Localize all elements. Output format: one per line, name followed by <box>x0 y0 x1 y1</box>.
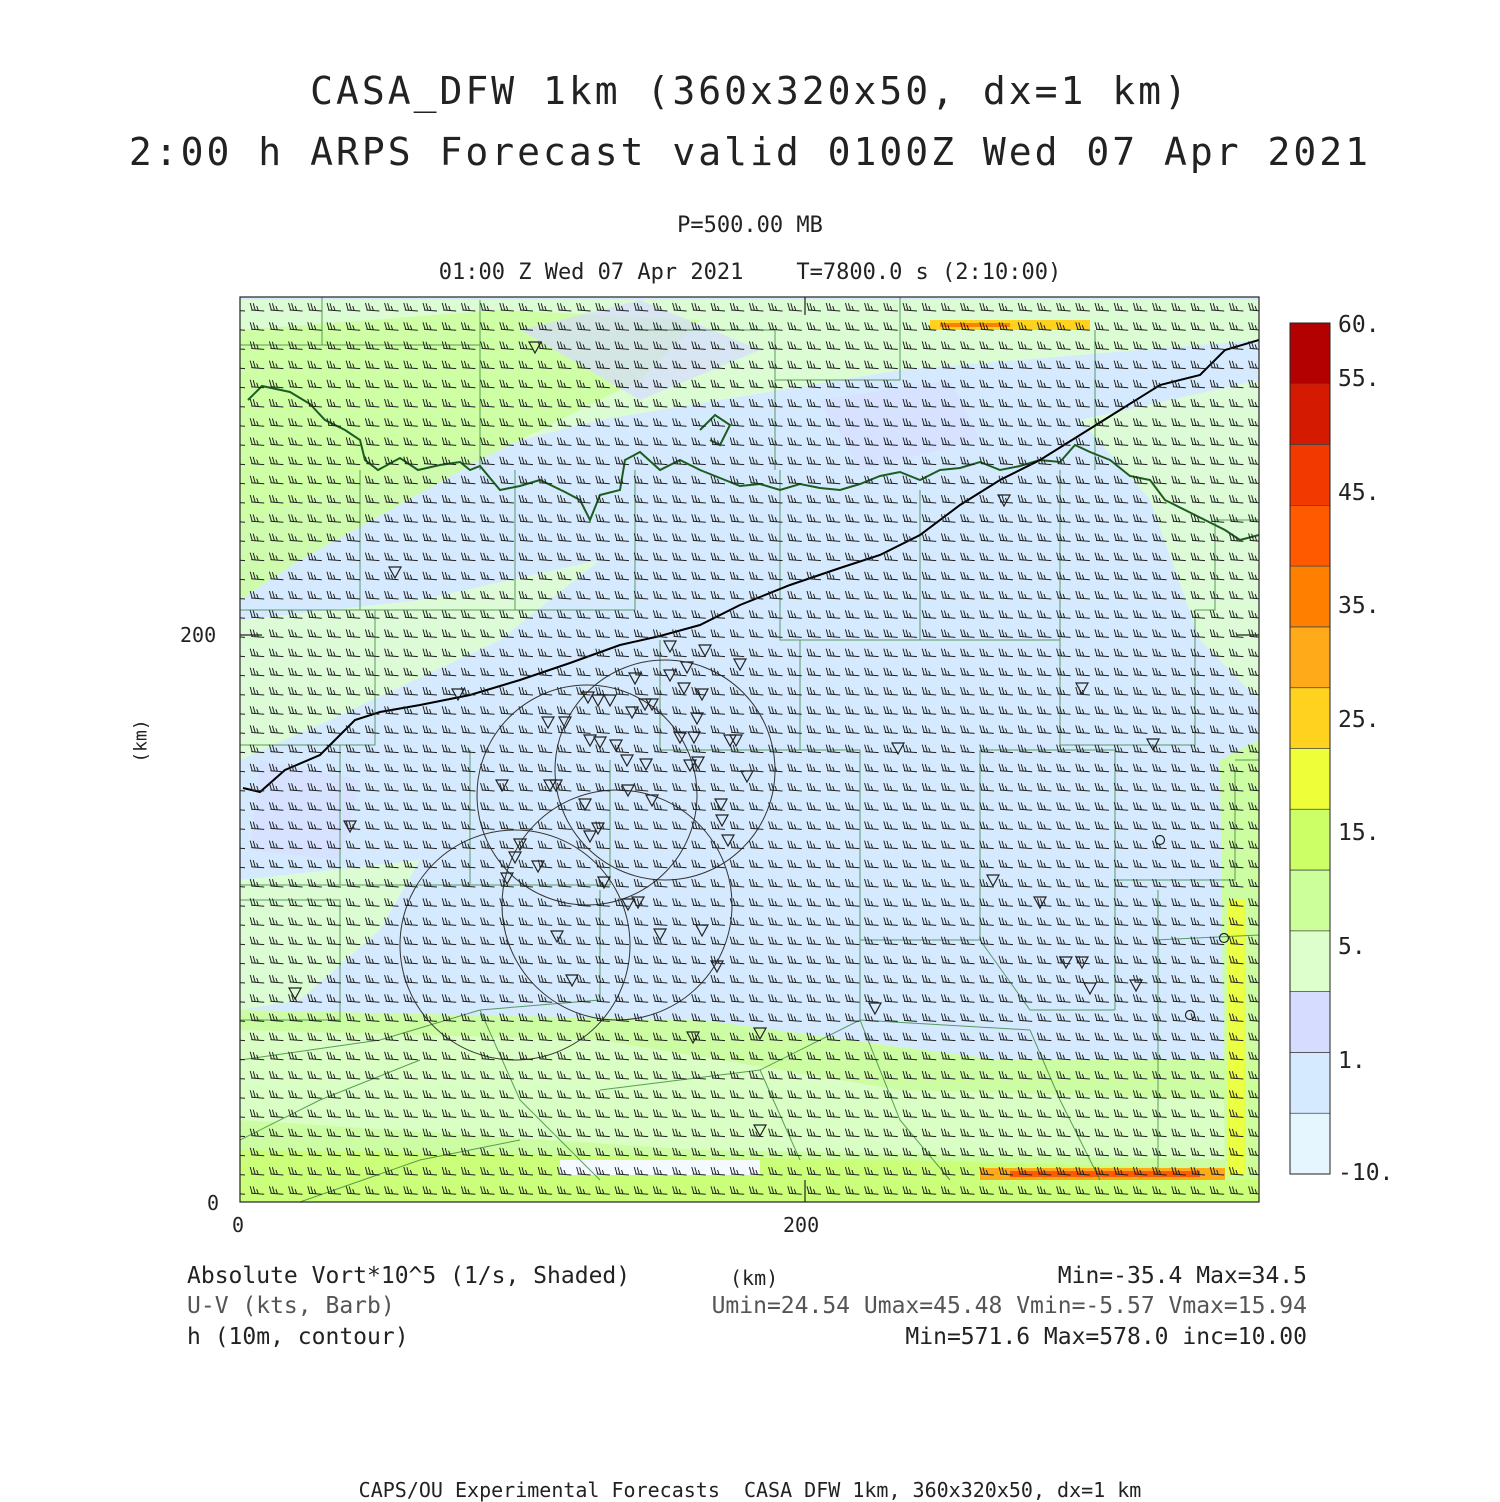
y-axis-label: (km) <box>130 719 152 763</box>
colorbar-swatch <box>1290 688 1330 749</box>
x-tick-0: 0 <box>232 1213 245 1237</box>
map-area <box>231 297 1263 1202</box>
x-tick-200: 200 <box>783 1213 820 1237</box>
colorbar-label-35: 35. <box>1338 593 1380 619</box>
x-axis-label: (km) <box>730 1266 779 1290</box>
colorbar-swatch <box>1290 627 1330 688</box>
y-tick-200: 200 <box>180 623 217 647</box>
colorbar-swatch <box>1290 931 1330 992</box>
colorbar-label-45: 45. <box>1338 480 1380 506</box>
colorbar-swatch <box>1290 749 1330 810</box>
colorbar-label-15: 15. <box>1338 820 1380 846</box>
footer-credit: CAPS/OU Experimental Forecasts CASA DFW 1km, 360x320x50, dx=1 km <box>358 1478 1142 1502</box>
legend-height: h (10m, contour) <box>187 1324 409 1350</box>
title-line-1: CASA_DFW 1km (360x320x50, dx=1 km) <box>310 69 1190 113</box>
y-tick-0: 0 <box>207 1191 220 1215</box>
colorbar-label-5: 5. <box>1338 934 1366 960</box>
colorbar-label-60: 60. <box>1338 312 1380 338</box>
legend-wind: U-V (kts, Barb) <box>187 1293 395 1319</box>
colorbar-swatch <box>1290 566 1330 627</box>
legend-vorticity: Absolute Vort*10^5 (1/s, Shaded) <box>187 1263 631 1289</box>
colorbar-swatch <box>1290 445 1330 506</box>
colorbar-swatch <box>1290 870 1330 931</box>
colorbar-swatch <box>1290 505 1330 566</box>
colorbar-swatch <box>1290 1052 1330 1113</box>
colorbar-label-55: 55. <box>1338 366 1380 392</box>
colorbar <box>1290 323 1330 1175</box>
legend-height-range: Min=571.6 Max=578.0 inc=10.00 <box>905 1324 1307 1350</box>
valid-time: 01:00 Z Wed 07 Apr 2021 T=7800.0 s (2:10:00) <box>438 260 1062 285</box>
colorbar-swatch <box>1290 809 1330 870</box>
legend-vorticity-range: Min=-35.4 Max=34.5 <box>1057 1263 1307 1289</box>
colorbar-swatch <box>1290 1113 1330 1174</box>
colorbar-swatch <box>1290 384 1330 445</box>
colorbar-label-minus10: -10. <box>1338 1160 1394 1186</box>
title-line-2: 2:00 h ARPS Forecast valid 0100Z Wed 07 Apr 2021 <box>128 130 1372 174</box>
colorbar-swatch <box>1290 323 1330 384</box>
colorbar-swatch <box>1290 992 1330 1053</box>
colorbar-label-1: 1. <box>1338 1048 1366 1074</box>
legend-wind-range: Umin=24.54 Umax=45.48 Vmin=-5.57 Vmax=15.94 <box>711 1293 1307 1319</box>
colorbar-label-25: 25. <box>1338 707 1380 733</box>
pressure-level: P=500.00 MB <box>677 213 823 238</box>
